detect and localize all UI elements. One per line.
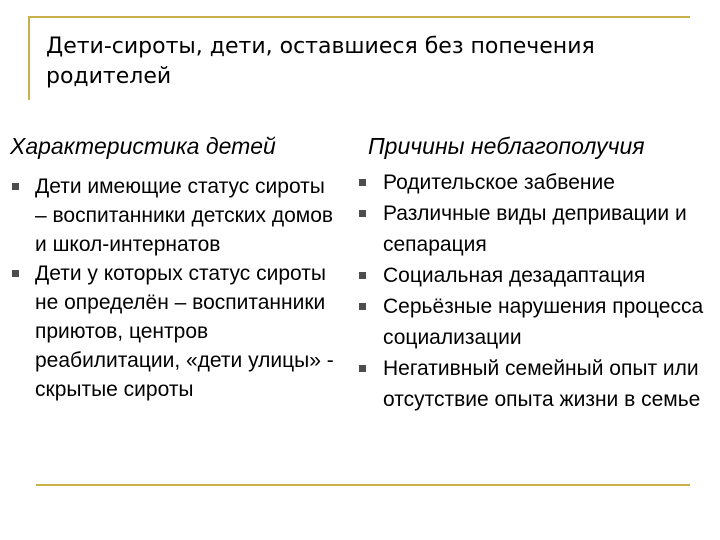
left-decorative-rule — [28, 16, 30, 100]
list-item — [10, 259, 340, 404]
square-bullet-icon — [359, 272, 366, 279]
square-bullet-icon — [359, 365, 366, 372]
slide-title: Дети-сироты, дети, оставшиеся без попечения родителей — [46, 34, 595, 89]
square-bullet-icon — [359, 210, 366, 217]
list-item — [355, 260, 717, 291]
list-item-text: Дети у которых статус сироты не определён – воспитанники приютов, центров реабилитации, «дети улицы» - скрытые сироты — [35, 262, 334, 401]
list-item-text: Негативный семейный опыт или отсутствие опыта жизни в семье — [383, 357, 701, 411]
list-item — [355, 198, 717, 260]
square-bullet-icon — [12, 270, 19, 277]
list-item-text: Социальная дезадаптация — [383, 264, 646, 287]
list-item-text: Дети имеющие статус сироты – воспитанники детских домов и школ-интернатов — [35, 175, 334, 256]
children-characteristics-list — [10, 172, 340, 404]
list-item-text: Различные виды депривации и сепарация — [383, 202, 687, 256]
square-bullet-icon — [359, 179, 366, 186]
left-column-heading: Характеристика детей — [10, 133, 276, 159]
list-item-text: Родительское забвение — [383, 171, 615, 194]
causes-list — [355, 167, 717, 415]
bottom-decorative-rule — [36, 484, 690, 486]
list-item — [355, 167, 717, 198]
list-item — [355, 353, 717, 415]
top-decorative-rule — [28, 16, 690, 18]
right-column-heading: Причины неблагополучия — [368, 133, 645, 159]
square-bullet-icon — [359, 303, 366, 310]
square-bullet-icon — [12, 183, 19, 190]
list-item — [355, 291, 717, 353]
list-item-text: Серьёзные нарушения процесса социализации — [383, 295, 704, 349]
list-item — [10, 172, 340, 259]
